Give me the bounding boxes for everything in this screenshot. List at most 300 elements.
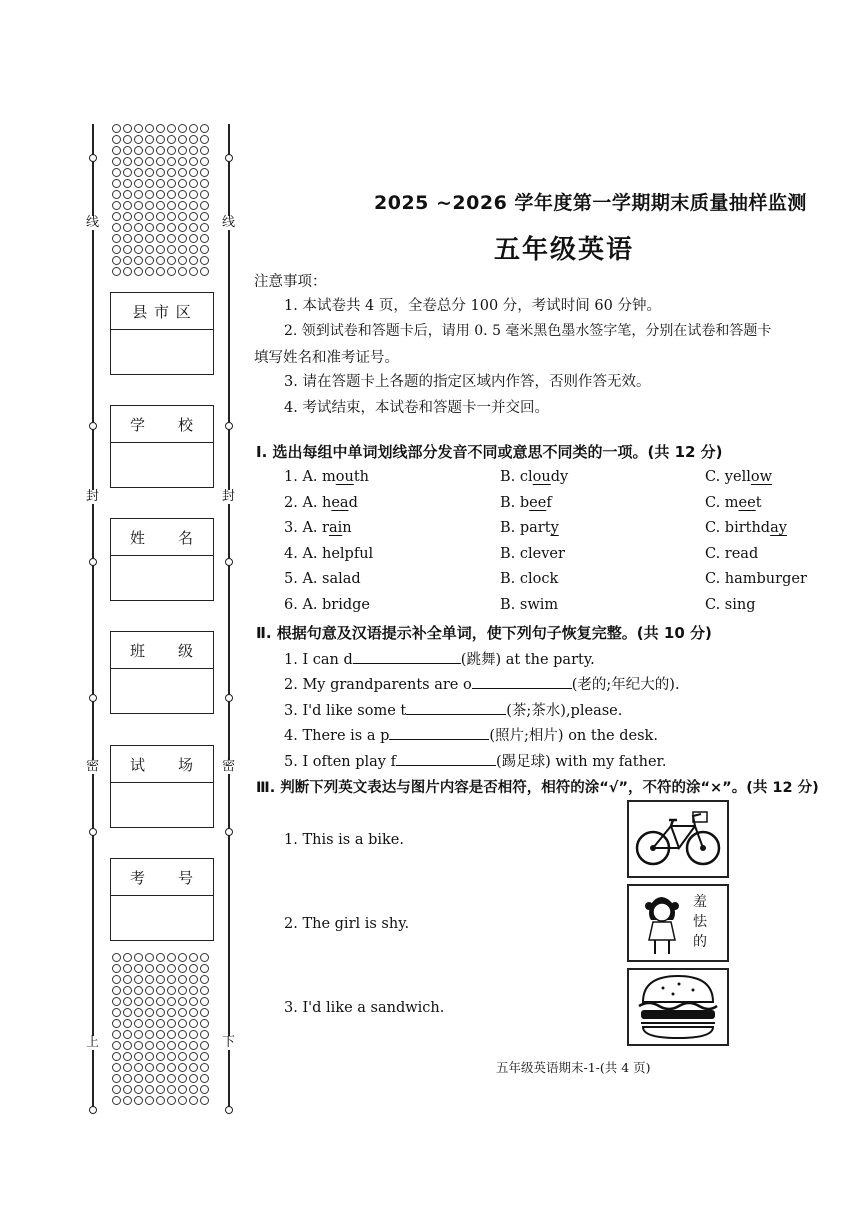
bubble xyxy=(200,146,209,155)
bubble xyxy=(134,953,143,962)
bubble xyxy=(123,223,132,232)
option-text: n xyxy=(342,520,352,536)
binding-dot xyxy=(89,558,97,566)
bubble xyxy=(200,190,209,199)
bubble xyxy=(200,168,209,177)
bubble xyxy=(178,146,187,155)
bubble xyxy=(200,964,209,973)
option-cell xyxy=(705,495,762,511)
bubble xyxy=(134,1008,143,1017)
bubble xyxy=(156,223,165,232)
bubble xyxy=(123,975,132,984)
underlined-letters: ow xyxy=(750,469,772,485)
bubble xyxy=(156,267,165,276)
bubble xyxy=(134,234,143,243)
bubble xyxy=(189,1085,198,1094)
sentence-end: with my father. xyxy=(555,754,667,770)
bubble-grid-bottom xyxy=(112,953,211,1107)
bubble xyxy=(200,157,209,166)
bubble xyxy=(167,190,176,199)
bubble xyxy=(167,201,176,210)
bubble xyxy=(145,1052,154,1061)
bubble xyxy=(189,201,198,210)
underlined-letters: ai xyxy=(328,520,343,536)
underlined-letters: ee xyxy=(738,495,756,511)
binding-dot xyxy=(89,154,97,162)
underlined-letters: ou xyxy=(335,469,354,485)
option-text: C. read xyxy=(705,546,759,562)
info-box-exam-number xyxy=(110,858,214,941)
bubble xyxy=(123,135,132,144)
bubble xyxy=(167,953,176,962)
option-text: 6. A. xyxy=(284,597,318,613)
bubble xyxy=(145,1074,154,1083)
answer-blank[interactable] xyxy=(396,751,496,766)
answer-blank[interactable] xyxy=(406,700,506,715)
bubble xyxy=(178,975,187,984)
bubble xyxy=(156,986,165,995)
bubble xyxy=(145,1008,154,1017)
bubble xyxy=(189,964,198,973)
bubble xyxy=(178,1008,187,1017)
binding-char: 密 xyxy=(86,759,100,774)
sentence-end: on the desk. xyxy=(568,728,658,744)
bubble xyxy=(156,168,165,177)
bubble xyxy=(145,997,154,1006)
bubble xyxy=(189,1052,198,1061)
info-box-field[interactable] xyxy=(111,443,213,487)
option-text: bridge xyxy=(322,597,370,613)
bicycle-picture xyxy=(627,800,729,878)
bubble xyxy=(200,135,209,144)
bubble xyxy=(134,1085,143,1094)
option-text: dy xyxy=(550,469,569,485)
shy-girl-picture xyxy=(627,884,729,962)
bubble xyxy=(156,1074,165,1083)
bubble xyxy=(167,1019,176,1028)
info-box-field[interactable] xyxy=(111,669,213,713)
bubble xyxy=(156,953,165,962)
bubble xyxy=(156,146,165,155)
option-text: C. birthd xyxy=(705,520,771,536)
bubble xyxy=(189,1041,198,1050)
bubble xyxy=(200,1019,209,1028)
bubble xyxy=(123,964,132,973)
option-cell xyxy=(322,597,370,613)
bubble xyxy=(189,986,198,995)
sentence-start: 1. I can d xyxy=(284,652,353,668)
bubble xyxy=(178,964,187,973)
option-cell xyxy=(705,469,772,485)
bubble xyxy=(167,223,176,232)
option-text: d xyxy=(348,495,358,511)
bubble xyxy=(134,964,143,973)
bubble xyxy=(178,256,187,265)
bubble xyxy=(167,212,176,221)
bubble xyxy=(134,201,143,210)
bubble xyxy=(189,223,198,232)
bubble xyxy=(145,157,154,166)
bubble xyxy=(123,1063,132,1072)
sentence-end: at the party. xyxy=(505,652,595,668)
option-text: B. clock xyxy=(500,571,559,587)
option-cell xyxy=(284,520,318,536)
bubble xyxy=(178,135,187,144)
chinese-hint: (老的;年纪大的) xyxy=(571,677,675,693)
option-text: B. b xyxy=(500,495,530,511)
bubble xyxy=(123,201,132,210)
bubble xyxy=(134,267,143,276)
bubble xyxy=(178,986,187,995)
bubble xyxy=(145,1019,154,1028)
bubble xyxy=(112,1041,121,1050)
bubble xyxy=(112,190,121,199)
binding-char: 线 xyxy=(86,215,100,230)
bubble xyxy=(123,1008,132,1017)
option-cell xyxy=(500,495,552,511)
bubble xyxy=(145,1030,154,1039)
binding-dot xyxy=(89,422,97,430)
info-box-field[interactable] xyxy=(111,783,213,827)
bubble xyxy=(178,234,187,243)
bubble xyxy=(145,964,154,973)
option-text: 5. A. xyxy=(284,571,318,587)
bubble xyxy=(112,1085,121,1094)
binding-char: 密 xyxy=(222,759,236,774)
binding-line-left xyxy=(92,124,94,1112)
bubble xyxy=(200,1052,209,1061)
bubble xyxy=(200,124,209,133)
underlined-letters: ay xyxy=(770,520,787,536)
bubble xyxy=(200,1030,209,1039)
option-text: 1. A. xyxy=(284,469,318,485)
fill-sentence xyxy=(284,648,595,669)
bubble xyxy=(167,1085,176,1094)
bubble xyxy=(156,212,165,221)
bubble xyxy=(156,135,165,144)
answer-blank[interactable] xyxy=(389,725,489,740)
shy-label xyxy=(693,892,709,952)
bubble xyxy=(200,201,209,210)
bubble xyxy=(123,986,132,995)
info-box-label: 县 市 区 xyxy=(111,293,213,330)
bubble xyxy=(189,1063,198,1072)
sentence-start: 5. I often play f xyxy=(284,754,396,770)
notes-heading: 注意事项： xyxy=(254,274,327,290)
bubble xyxy=(189,179,198,188)
underlined-letters: y xyxy=(550,520,559,536)
shy-girl-icon xyxy=(629,886,727,960)
bubble xyxy=(200,953,209,962)
bubble xyxy=(156,1096,165,1105)
option-text: t xyxy=(755,495,762,511)
bubble xyxy=(123,212,132,221)
binding-line-right xyxy=(228,124,230,1112)
bubble xyxy=(145,975,154,984)
bubble xyxy=(189,975,198,984)
bubble xyxy=(178,1063,187,1072)
bubble xyxy=(200,179,209,188)
bubble xyxy=(112,1019,121,1028)
bubble xyxy=(189,124,198,133)
option-cell xyxy=(284,546,318,562)
bubble xyxy=(134,1096,143,1105)
bubble xyxy=(178,1030,187,1039)
bubble xyxy=(200,975,209,984)
bubble xyxy=(156,1008,165,1017)
binding-char: 上 xyxy=(86,1035,100,1050)
chinese-hint: (跳舞) xyxy=(460,652,502,668)
bubble xyxy=(189,234,198,243)
binding-dot xyxy=(225,828,233,836)
bubble xyxy=(178,1096,187,1105)
info-box-field[interactable] xyxy=(111,556,213,600)
option-cell xyxy=(705,546,758,562)
bubble xyxy=(178,190,187,199)
bubble xyxy=(167,986,176,995)
option-text: th xyxy=(353,469,369,485)
bubble xyxy=(200,245,209,254)
bubble xyxy=(178,157,187,166)
bubble xyxy=(134,157,143,166)
bubble xyxy=(200,1085,209,1094)
bubble xyxy=(123,234,132,243)
bubble xyxy=(189,256,198,265)
bubble xyxy=(189,1008,198,1017)
bubble xyxy=(178,223,187,232)
bubble xyxy=(156,179,165,188)
binding-char: 封 xyxy=(86,489,100,504)
bubble xyxy=(134,245,143,254)
option-cell xyxy=(500,571,558,587)
page-footer: 五年级英语期末-1-(共 4 页) xyxy=(496,1060,651,1075)
bubble xyxy=(134,1074,143,1083)
option-cell xyxy=(322,495,358,511)
bubble xyxy=(112,1052,121,1061)
bubble xyxy=(134,190,143,199)
bubble xyxy=(178,1085,187,1094)
bubble xyxy=(178,1052,187,1061)
bubble xyxy=(178,1019,187,1028)
bubble xyxy=(134,135,143,144)
info-box-field[interactable] xyxy=(111,896,213,940)
bubble xyxy=(189,245,198,254)
bubble xyxy=(112,1063,121,1072)
subject-title: 五年级英语 xyxy=(494,235,635,265)
hamburger-icon xyxy=(629,970,727,1044)
bubble xyxy=(123,997,132,1006)
bubble xyxy=(134,1063,143,1072)
option-text: f xyxy=(546,495,552,511)
bubble xyxy=(167,1096,176,1105)
bubble xyxy=(167,245,176,254)
bubble xyxy=(167,1030,176,1039)
bubble xyxy=(156,256,165,265)
bubble xyxy=(200,1063,209,1072)
option-cell xyxy=(705,571,807,587)
chinese-hint: (茶;茶水) xyxy=(506,703,566,719)
bubble xyxy=(112,1096,121,1105)
bubble xyxy=(134,124,143,133)
bubble xyxy=(134,986,143,995)
bubble xyxy=(145,245,154,254)
bubble xyxy=(167,1052,176,1061)
bubble xyxy=(178,168,187,177)
bubble xyxy=(134,1041,143,1050)
info-box-class xyxy=(110,631,214,714)
bubble xyxy=(178,179,187,188)
bubble xyxy=(123,267,132,276)
bubble xyxy=(189,267,198,276)
option-text: h xyxy=(322,495,332,511)
binding-char: 封 xyxy=(222,489,236,504)
fill-sentence xyxy=(284,699,622,720)
bubble xyxy=(134,1052,143,1061)
bubble xyxy=(189,168,198,177)
bubble xyxy=(123,953,132,962)
info-box-label: 姓 名 xyxy=(111,519,213,556)
bubble xyxy=(156,201,165,210)
bubble xyxy=(156,997,165,1006)
binding-dot xyxy=(89,1106,97,1114)
option-text: salad xyxy=(322,571,361,587)
bubble xyxy=(112,212,121,221)
info-box-label: 试 场 xyxy=(111,746,213,783)
bubble xyxy=(134,179,143,188)
fill-sentence xyxy=(284,724,658,745)
bubble xyxy=(123,179,132,188)
option-cell xyxy=(284,469,318,485)
judge-sentence: 2. The girl is shy. xyxy=(284,916,410,932)
bubble xyxy=(145,1041,154,1050)
bubble xyxy=(123,1074,132,1083)
sentence-start: 3. I'd like some t xyxy=(284,703,407,719)
bubble xyxy=(156,1063,165,1072)
underlined-letters: ea xyxy=(331,495,349,511)
answer-blank[interactable] xyxy=(353,649,461,664)
sentence-start: 2. My grandparents are o xyxy=(284,677,472,693)
option-text: C. m xyxy=(705,495,739,511)
bubble xyxy=(178,245,187,254)
bubble xyxy=(134,146,143,155)
bubble xyxy=(178,1074,187,1083)
bubble xyxy=(112,1008,121,1017)
bubble xyxy=(167,256,176,265)
bubble xyxy=(178,1041,187,1050)
bubble xyxy=(145,953,154,962)
bubble xyxy=(167,146,176,155)
bubble xyxy=(189,190,198,199)
binding-dot xyxy=(89,828,97,836)
fill-sentence xyxy=(284,673,680,694)
bubble xyxy=(112,168,121,177)
bubble xyxy=(134,1030,143,1039)
bubble xyxy=(200,256,209,265)
bubble xyxy=(156,245,165,254)
bubble xyxy=(189,146,198,155)
bubble xyxy=(189,1074,198,1083)
option-cell xyxy=(284,597,318,613)
bubble xyxy=(112,179,121,188)
bubble xyxy=(123,1041,132,1050)
option-cell xyxy=(322,571,361,587)
bubble xyxy=(167,1041,176,1050)
bubble xyxy=(123,157,132,166)
answer-blank[interactable] xyxy=(472,674,572,689)
bubble xyxy=(200,212,209,221)
info-box-name xyxy=(110,518,214,601)
bubble xyxy=(189,953,198,962)
bubble xyxy=(123,168,132,177)
info-box-label: 考 号 xyxy=(111,859,213,896)
binding-dot xyxy=(225,558,233,566)
bubble xyxy=(134,256,143,265)
binding-dot xyxy=(225,154,233,162)
option-cell xyxy=(500,520,559,536)
bubble xyxy=(112,135,121,144)
bubble xyxy=(189,1019,198,1028)
bubble xyxy=(167,124,176,133)
bubble xyxy=(134,168,143,177)
bubble xyxy=(189,1096,198,1105)
notes-item: 3. 请在答题卡上各题的指定区域内作答，否则作答无效。 xyxy=(284,374,651,390)
info-box-exam-room xyxy=(110,745,214,828)
bubble xyxy=(200,1096,209,1105)
option-cell xyxy=(705,597,756,613)
bubble xyxy=(112,146,121,155)
bubble xyxy=(112,953,121,962)
bubble xyxy=(167,267,176,276)
bubble xyxy=(112,975,121,984)
bubble xyxy=(167,964,176,973)
sentence-start: 4. There is a p xyxy=(284,728,390,744)
option-cell xyxy=(322,546,373,562)
option-text: C. hamburger xyxy=(705,571,807,587)
bubble xyxy=(145,1063,154,1072)
section1-title: Ⅰ. 选出每组中单词划线部分发音不同或意思不同类的一项。(共 12 分) xyxy=(256,443,723,461)
option-cell xyxy=(500,597,558,613)
option-text: r xyxy=(322,520,329,536)
notes-item: 填写姓名和准考证号。 xyxy=(254,350,399,366)
bubble xyxy=(145,124,154,133)
bubble xyxy=(178,124,187,133)
bubble xyxy=(145,201,154,210)
info-box-school xyxy=(110,405,214,488)
bubble xyxy=(178,212,187,221)
bubble xyxy=(200,267,209,276)
bubble xyxy=(123,190,132,199)
bubble xyxy=(156,1030,165,1039)
bubble xyxy=(123,256,132,265)
bubble xyxy=(145,256,154,265)
bubble xyxy=(123,1030,132,1039)
info-box-field[interactable] xyxy=(111,330,213,374)
bubble xyxy=(156,964,165,973)
shy-label-char: 羞 xyxy=(693,894,707,910)
bubble xyxy=(156,1085,165,1094)
option-text: B. part xyxy=(500,520,551,536)
binding-dot xyxy=(225,1106,233,1114)
bubble xyxy=(156,190,165,199)
option-text: helpful xyxy=(322,546,374,562)
option-text: C. yell xyxy=(705,469,751,485)
bubble xyxy=(200,1074,209,1083)
option-cell xyxy=(284,495,318,511)
section3-title: Ⅲ. 判断下列英文表达与图片内容是否相符，相符的涂“√”，不符的涂“×”。(共 12 分) xyxy=(256,780,819,796)
sentence-end: ,please. xyxy=(565,703,623,719)
binding-dot xyxy=(225,422,233,430)
option-text: 2. A. xyxy=(284,495,318,511)
